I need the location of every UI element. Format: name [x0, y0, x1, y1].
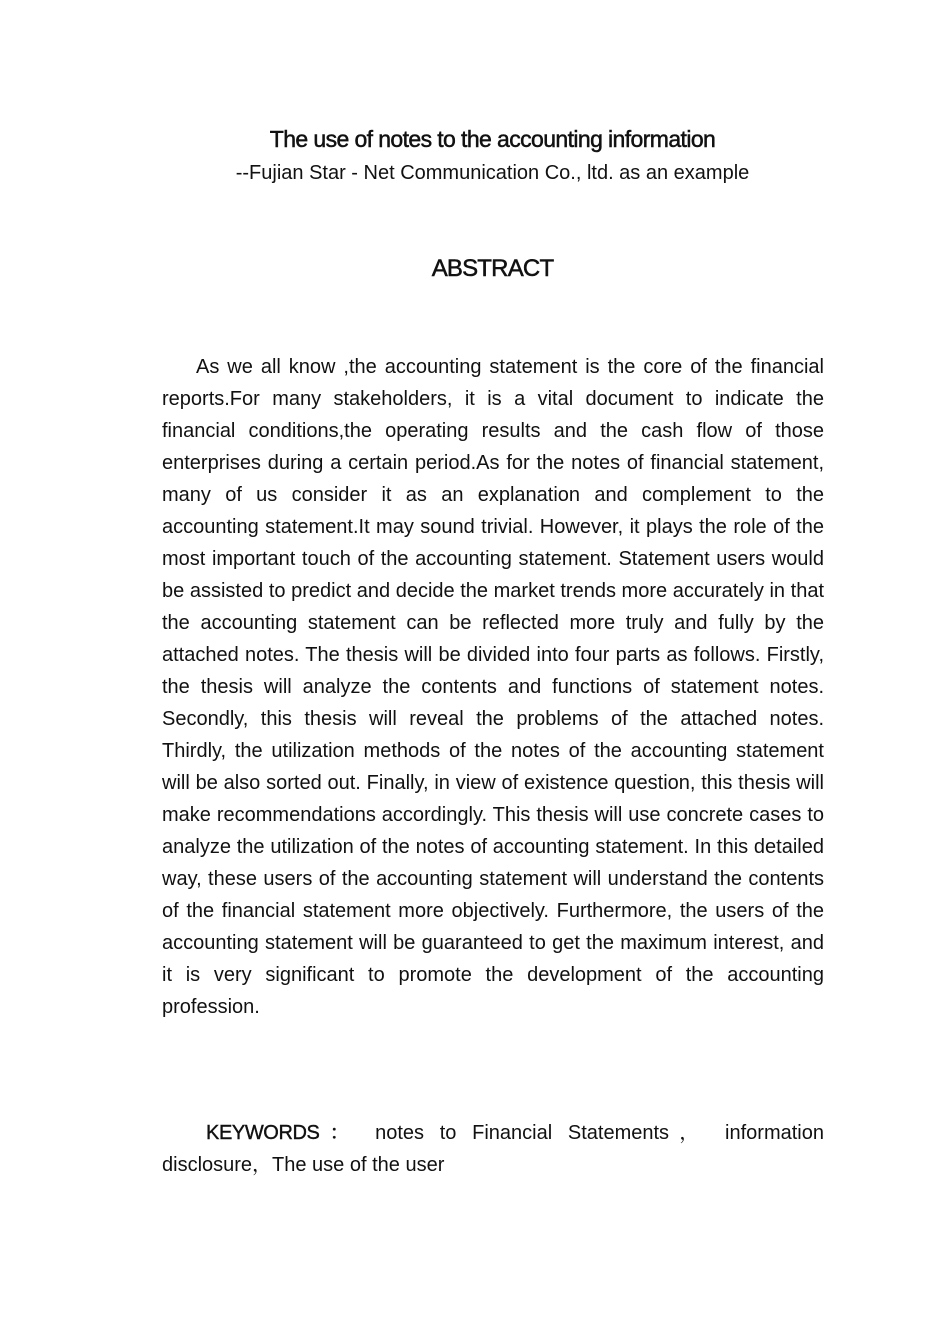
- paper-subtitle: --Fujian Star - Net Communication Co., ltd. as an example: [235, 162, 750, 184]
- paper-title: The use of notes to the accounting information: [269, 126, 716, 152]
- keywords-label: KEYWORDS：: [206, 1122, 360, 1144]
- keywords-paragraph: [162, 1117, 824, 1181]
- abstract-body: As we all know ,the accounting statement is the core of the financial reports.For many stakeholders, it is a vital document to indicate the financial conditions,the operating results and the cash flow of those enterprises during a certain period.As for the notes of financial statement, many of us consider it as an explanation and complement to the accounting statement.It may sound trivial. However, it plays the role of the most important touch of the accounting statement. Statement users would be assisted to predict and decide the market trends more accurately in that the accounting statement can be reflected more truly and fully by the attached notes. The thesis will be divided into four parts as follows. Firstly, the thesis will analyze the contents and functions of statement notes. Secondly, this thesis will reveal the problems of the attached notes. Thirdly, the utilization methods of the notes of the accounting statement will be also sorted out. Finally, in view of existence question, this thesis will make recommendations accordingly. This thesis will use concrete cases to analyze the utilization of the notes of accounting statement. In this detailed way, these users of the accounting statement will understand the contents of the financial statement more objectively. Furthermore, the users of the accounting statement will be guaranteed to get the maximum interest, and it is very significant to promote the development of the accounting profession.: [162, 356, 824, 1018]
- keywords-text: notes to Financial Statements， information disclosure，The use of the user: [162, 1122, 824, 1176]
- abstract-heading: ABSTRACT: [431, 255, 554, 282]
